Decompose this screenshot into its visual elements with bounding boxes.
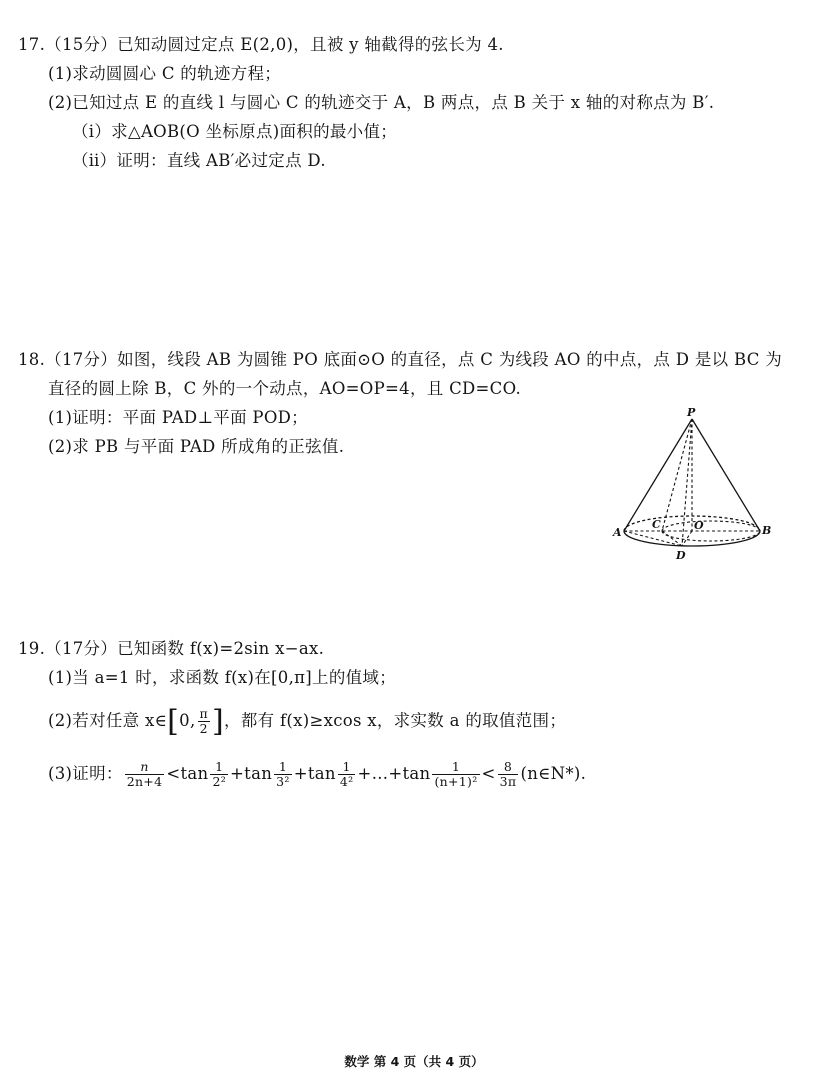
interval-left-bracket: [ bbox=[167, 704, 180, 739]
q19-stem: 19.（17分）已知函数 f(x)=2sin x−ax. bbox=[18, 639, 325, 658]
fraction-1-over-2sq: $\frac{1}{\text{2²}}$ bbox=[212, 759, 227, 789]
q17-part2-ii: （ⅱ）证明：直线 AB′必过定点 D. bbox=[72, 151, 326, 170]
q17-part1: (1)求动圆圆心 C 的轨迹方程； bbox=[48, 64, 282, 83]
label-B: B bbox=[762, 524, 772, 537]
q19-part2-suffix: ，都有 f(x)≥xcos x，求实数 a 的取值范围； bbox=[224, 711, 567, 730]
fraction-1-over-n1sq: $\frac{1}{\text{(n+1)²}}$ bbox=[434, 759, 478, 789]
q17-stem: 17.（15分）已知动圆过定点 E(2,0)，且被 y 轴截得的弦长为 4. bbox=[18, 35, 504, 54]
segment-PD bbox=[682, 419, 692, 546]
fraction-n-over-2n4: $\frac{n}{2n+4}$ bbox=[126, 759, 163, 789]
q19-part2-prefix: (2)若对任意 x∈ bbox=[48, 711, 168, 730]
label-P: P bbox=[687, 406, 696, 419]
label-A: A bbox=[613, 526, 622, 539]
fraction-1-over-4sq: $\frac{1}{\text{4²}}$ bbox=[339, 759, 354, 789]
label-O: O bbox=[694, 519, 704, 532]
fraction-1-over-3sq: $\frac{1}{\text{3²}}$ bbox=[276, 759, 290, 789]
circle-BC-front bbox=[662, 531, 760, 541]
circle-BC-back bbox=[662, 521, 760, 531]
q19-part3: (3)证明： $\frac{n}{2n+4}$ <tan $\frac{1}{\text{2²}}$ +tan $\frac{1}{\text{3²}}$ +tan $\frac{1}{\text{4²}}$ +…+tan $\frac{1}{\text{(n+1)²}}$ < $\frac{8}{3\pi}$ (n∈N*). bbox=[48, 759, 587, 789]
segment-OD bbox=[682, 531, 692, 546]
q17-part2-i: （ⅰ）求△AOB(O 坐标原点)面积的最小值； bbox=[72, 122, 398, 141]
edge-PB bbox=[692, 419, 760, 531]
q19-part2: (2)若对任意 x∈[0, $\frac{\pi}{2}$ ]，都有 f(x)≥xcos x，求实数 a 的取值范围； bbox=[48, 704, 567, 739]
label-D: D bbox=[676, 549, 686, 562]
q18-stem-line1: 18.（17分）如图，线段 AB 为圆锥 PO 底面⊙O 的直径，点 C 为线段 AO 的中点，点 D 是以 BC 为 bbox=[18, 350, 782, 369]
base-ellipse-front bbox=[624, 531, 760, 546]
q19-part1: (1)当 a=1 时，求函数 f(x)在[0,π]上的值域； bbox=[48, 668, 397, 687]
interval-right-bracket: ] bbox=[212, 704, 225, 739]
q18-part1: (1)证明：平面 PAD⊥平面 POD； bbox=[48, 408, 308, 427]
fraction-8-over-3pi: $\frac{8}{3\pi}$ bbox=[499, 759, 517, 789]
cone-figure bbox=[612, 405, 772, 565]
q18-stem-line2: 直径的圆上除 B，C 外的一个动点，AO=OP=4，且 CD=CO. bbox=[48, 379, 522, 398]
edge-PA bbox=[624, 419, 692, 531]
page-footer: 数学 第 4 页（共 4 页） bbox=[344, 1054, 484, 1069]
q17-part2: (2)已知过点 E 的直线 l 与圆心 C 的轨迹交于 A，B 两点，点 B 关于 x 轴的对称点为 B′. bbox=[48, 93, 715, 112]
label-C: C bbox=[652, 518, 661, 531]
fraction-pi-over-2: $\frac{\pi}{2}$ bbox=[199, 706, 209, 736]
q18-part2: (2)求 PB 与平面 PAD 所成角的正弦值. bbox=[48, 437, 345, 456]
